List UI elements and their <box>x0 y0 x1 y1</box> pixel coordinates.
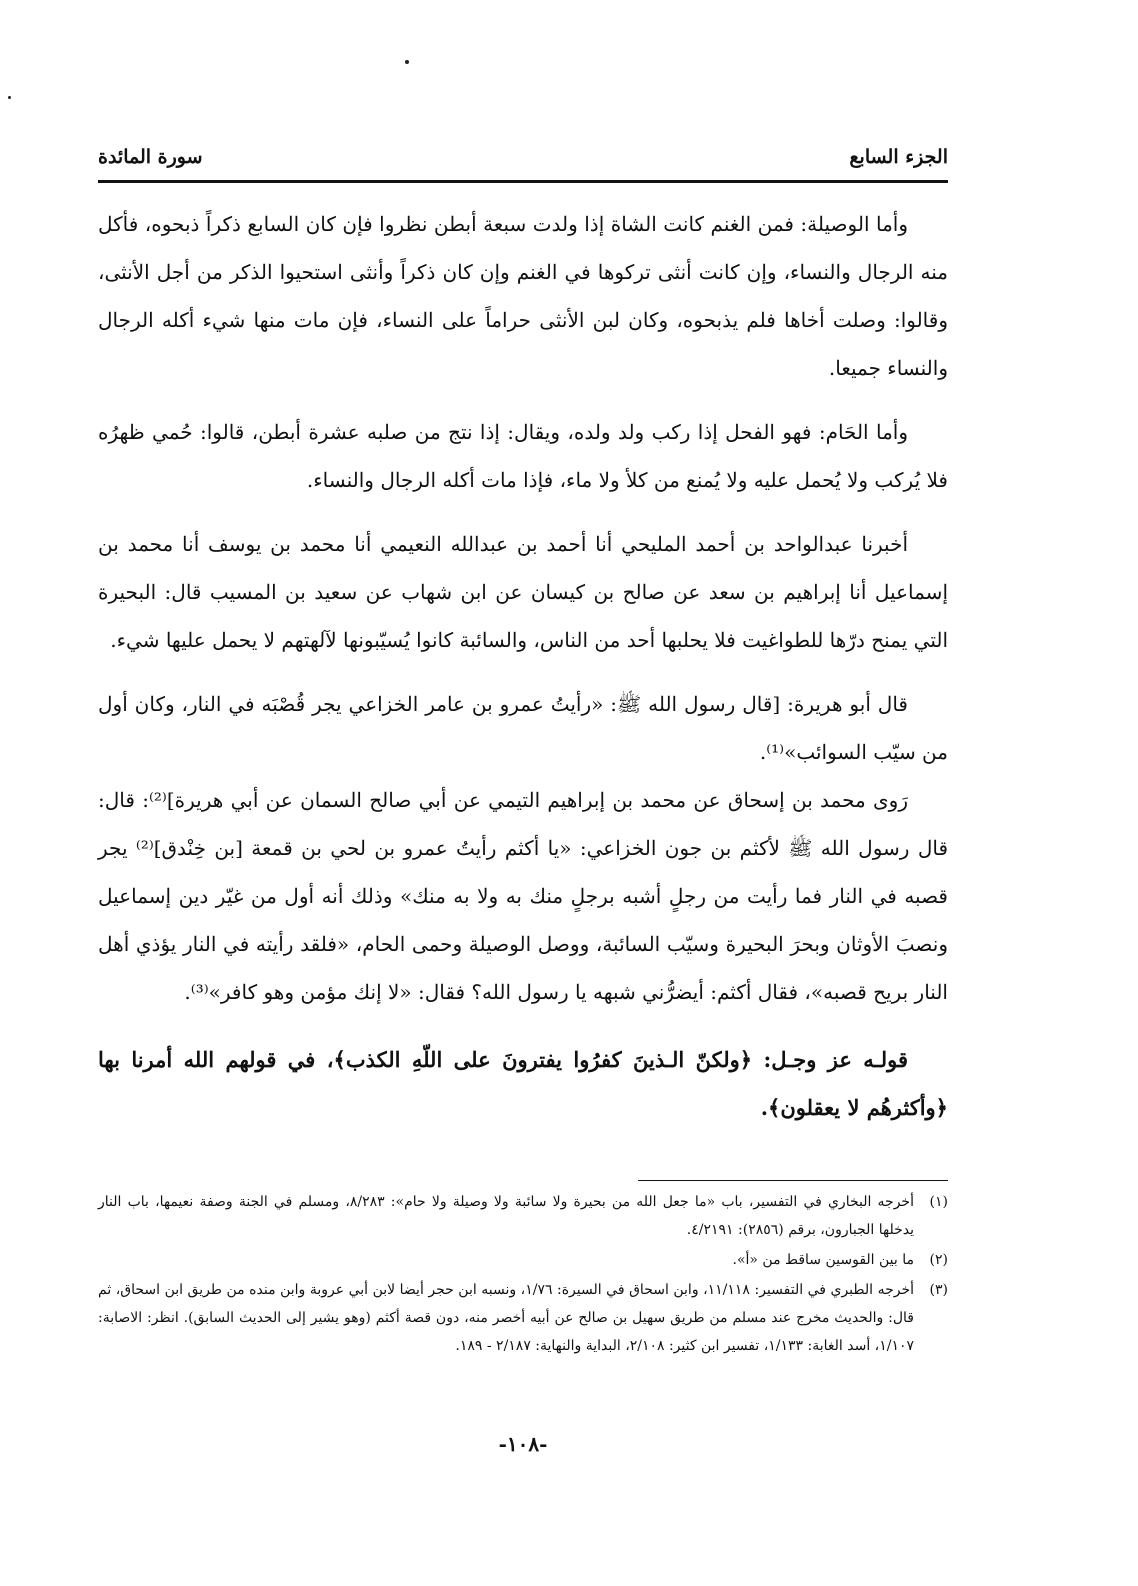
paragraph-ham: وأما الحَام: فهو الفحل إذا ركب ولد ولده، ويقال: إذا نتج من صلبه عشرة أبطن، قالوا: حُمي ظهرُه فلا يُركب ولا يُحمل عليه ولا يُمنع من كلأ ولا ماء، فإذا مات أكله الرجال والنساء. <box>98 420 948 492</box>
footnote-text: ما بين القوسين ساقط من «أ». <box>732 1252 914 1268</box>
paragraph-verse: قولـه عز وجـل: ﴿ولكنّ الـذينَ كفرُوا يفترونَ على اللّهِ الكذب﴾، في قولهم الله أمرنا بها ﴿وأكثرهُم لا يعقلون﴾. <box>98 1047 948 1120</box>
header-surah-title: سورة المائدة <box>98 146 203 168</box>
footnote-number: (١) <box>929 1194 948 1210</box>
page-number: -١٠٨- <box>498 1432 548 1456</box>
footnote-number: (٣) <box>929 1282 948 1298</box>
paragraph-isnad: أخبرنا عبدالواحد بن أحمد المليحي أنا أحمد بن عبدالله النعيمي أنا محمد بن يوسف أنا محمد بن إسماعيل أنا إبراهيم بن سعد عن صالح بن كيسان عن ابن شهاب عن سعيد بن المسيب قال: البحيرة التي يمنح درّها للطواغيت فلا يحلبها أحد من الناس، والسائبة كانوا يُسيّبونها لآلهتهم لا يحمل عليها شيء. <box>98 532 948 652</box>
footnote-divider <box>638 1180 948 1181</box>
footnote <box>98 1276 948 1360</box>
paragraph-hadith-aktham: رَوى محمد بن إسحاق عن محمد بن إبراهيم التيمي عن أبي صالح السمان عن أبي هريرة]⁽²⁾: قال: قال رسول الله ﷺ لأكثم بن جون الخزاعي: «يا أكثم رأيتُ عمرو بن لحي بن قمعة [بن خِنْدق]⁽²⁾ يجر قصبه في النار فما رأيت من رجلٍ أشبه برجلٍ منك به ولا به منك» وذلك أنه أول من غيّر دين إسماعيل ونصبَ الأوثان وبحرَ البحيرة وسيّب السائبة، ووصل الوصيلة وحمى الحام، «فلقد رأيته في النار يؤذي أهل النار بريح قصبه»، فقال أكثم: أيضرُّني شبهه يا رسول الله؟ فقال: «لا إنك مؤمن وهو كافر»⁽³⁾. <box>98 788 948 1004</box>
footnote-number: (٢) <box>929 1252 948 1268</box>
footnotes <box>98 1188 948 1362</box>
main-text <box>98 200 948 1148</box>
footnote <box>98 1188 948 1244</box>
footnote <box>98 1246 948 1274</box>
paragraph-abu-hurayra: قال أبو هريرة: [قال رسول الله ﷺ: «رأيتُ عمرو بن عامر الخزاعي يجر قُصْبَه في النار، وكان أول من سيّب السوائب»⁽¹⁾. <box>98 692 948 764</box>
footnote-text: أخرجه الطبري في التفسير: ١١/١١٨، وابن اسحاق في السيرة: ١/٧٦، ونسبه ابن حجر أيضا لابن أبي عروبة وابن منده من طريق ابن اسحاق، ثم قال: والحديث مخرج عند مسلم من طريق سهيل بن صالح عن أبيه أخصر منه، دون قصة أكثم (وهو يشير إلى الحديث السابق). انظر: الاصابة: ١/١٠٧، أسد الغابة: ١/١٣٣، تفسير ابن كثير: ٢/١٠٨، البداية والنهاية: ٢/١٨٧ - ١٨٩. <box>98 1282 915 1354</box>
paragraph-wasila: وأما الوصيلة: فمن الغنم كانت الشاة إذا ولدت سبعة أبطن نظروا فإن كان السابع ذكراً ذبحوه، فأكل منه الرجال والنساء، وإن كانت أنثى تركوها في الغنم وإن كان ذكراً وأنثى استحيوا الذكر من أجل الأنثى، وقالوا: وصلت أخاها فلم يذبحوه، وكان لبن الأنثى حراماً على النساء، فإن مات منها شيء أكله الرجال والنساء جميعا. <box>98 212 948 380</box>
footnote-text: أخرجه البخاري في التفسير، باب «ما جعل الله من بحيرة ولا سائبة ولا وصيلة ولا حام»: ٨/٢٨٣، ومسلم في الجنة وصفة نعيمها، باب النار يدخلها الجبارون، برقم (٢٨٥٦): ٤/٢١٩١. <box>98 1194 914 1238</box>
running-header <box>98 138 948 176</box>
header-divider <box>98 180 948 183</box>
scan-speck <box>8 96 11 99</box>
book-page <box>98 0 948 1586</box>
header-part-title: الجزء السابع <box>849 146 948 168</box>
